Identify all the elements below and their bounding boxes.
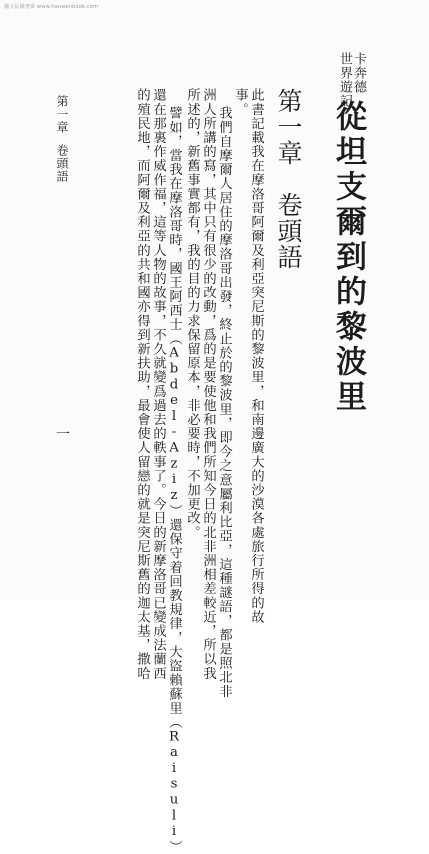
body-column: 所述的，新舊事實都有，我的目的力求保留原本，非必要時，不加更改。 (184, 88, 200, 540)
chapter-name: 卷頭語 (274, 192, 303, 270)
chapter-heading (276, 88, 301, 270)
body-column: 此書記載我在摩洛哥阿爾及利亞突尼斯的黎波里，和南邊廣大的沙漠各處旅行所得的故 (248, 88, 264, 624)
body-column: 事。 (232, 88, 248, 117)
footer-chapter: 第一章 (55, 95, 69, 134)
running-footer (56, 95, 68, 183)
body-column: 還在那裏作威作福，這等人物的故事，不久就變爲過去的軼事了。今日的新摩洛哥已變成法蘭西 (150, 88, 166, 681)
footer-section: 卷頭語 (55, 144, 69, 183)
body-column: 我們自摩爾人居住的摩洛哥出發，終止於的黎波里，即今之意屬利比亞，這種謎語，都是照北非 (216, 106, 232, 699)
series-name: 世界遊記 (337, 52, 352, 108)
page-number: 一 (56, 427, 70, 443)
chapter-number: 第一章 (274, 88, 303, 166)
watermark: 瀚文民國書庫 www.hanwenbook.com (4, 4, 99, 10)
body-column: 洲人所講的寫，其中只有很少的改動，爲的是要使他和我們所知今日的北非洲相差較近，所以我 (200, 88, 216, 681)
body-column: 譬如，當我在摩洛哥時，國王阿西士（Abdel-Aziz）還保守着回教規律，大盜賴蘇里（Raisuli） (166, 106, 182, 854)
book-title: 從坦支爾到的黎波里 (330, 100, 366, 415)
series-author: 卡奔德 (351, 52, 366, 94)
body-column: 的殖民地，而阿爾及利亞的共和國亦得到新扶助，最會使人留戀的就是突尼斯舊的迦太基，撒哈 (134, 88, 150, 681)
